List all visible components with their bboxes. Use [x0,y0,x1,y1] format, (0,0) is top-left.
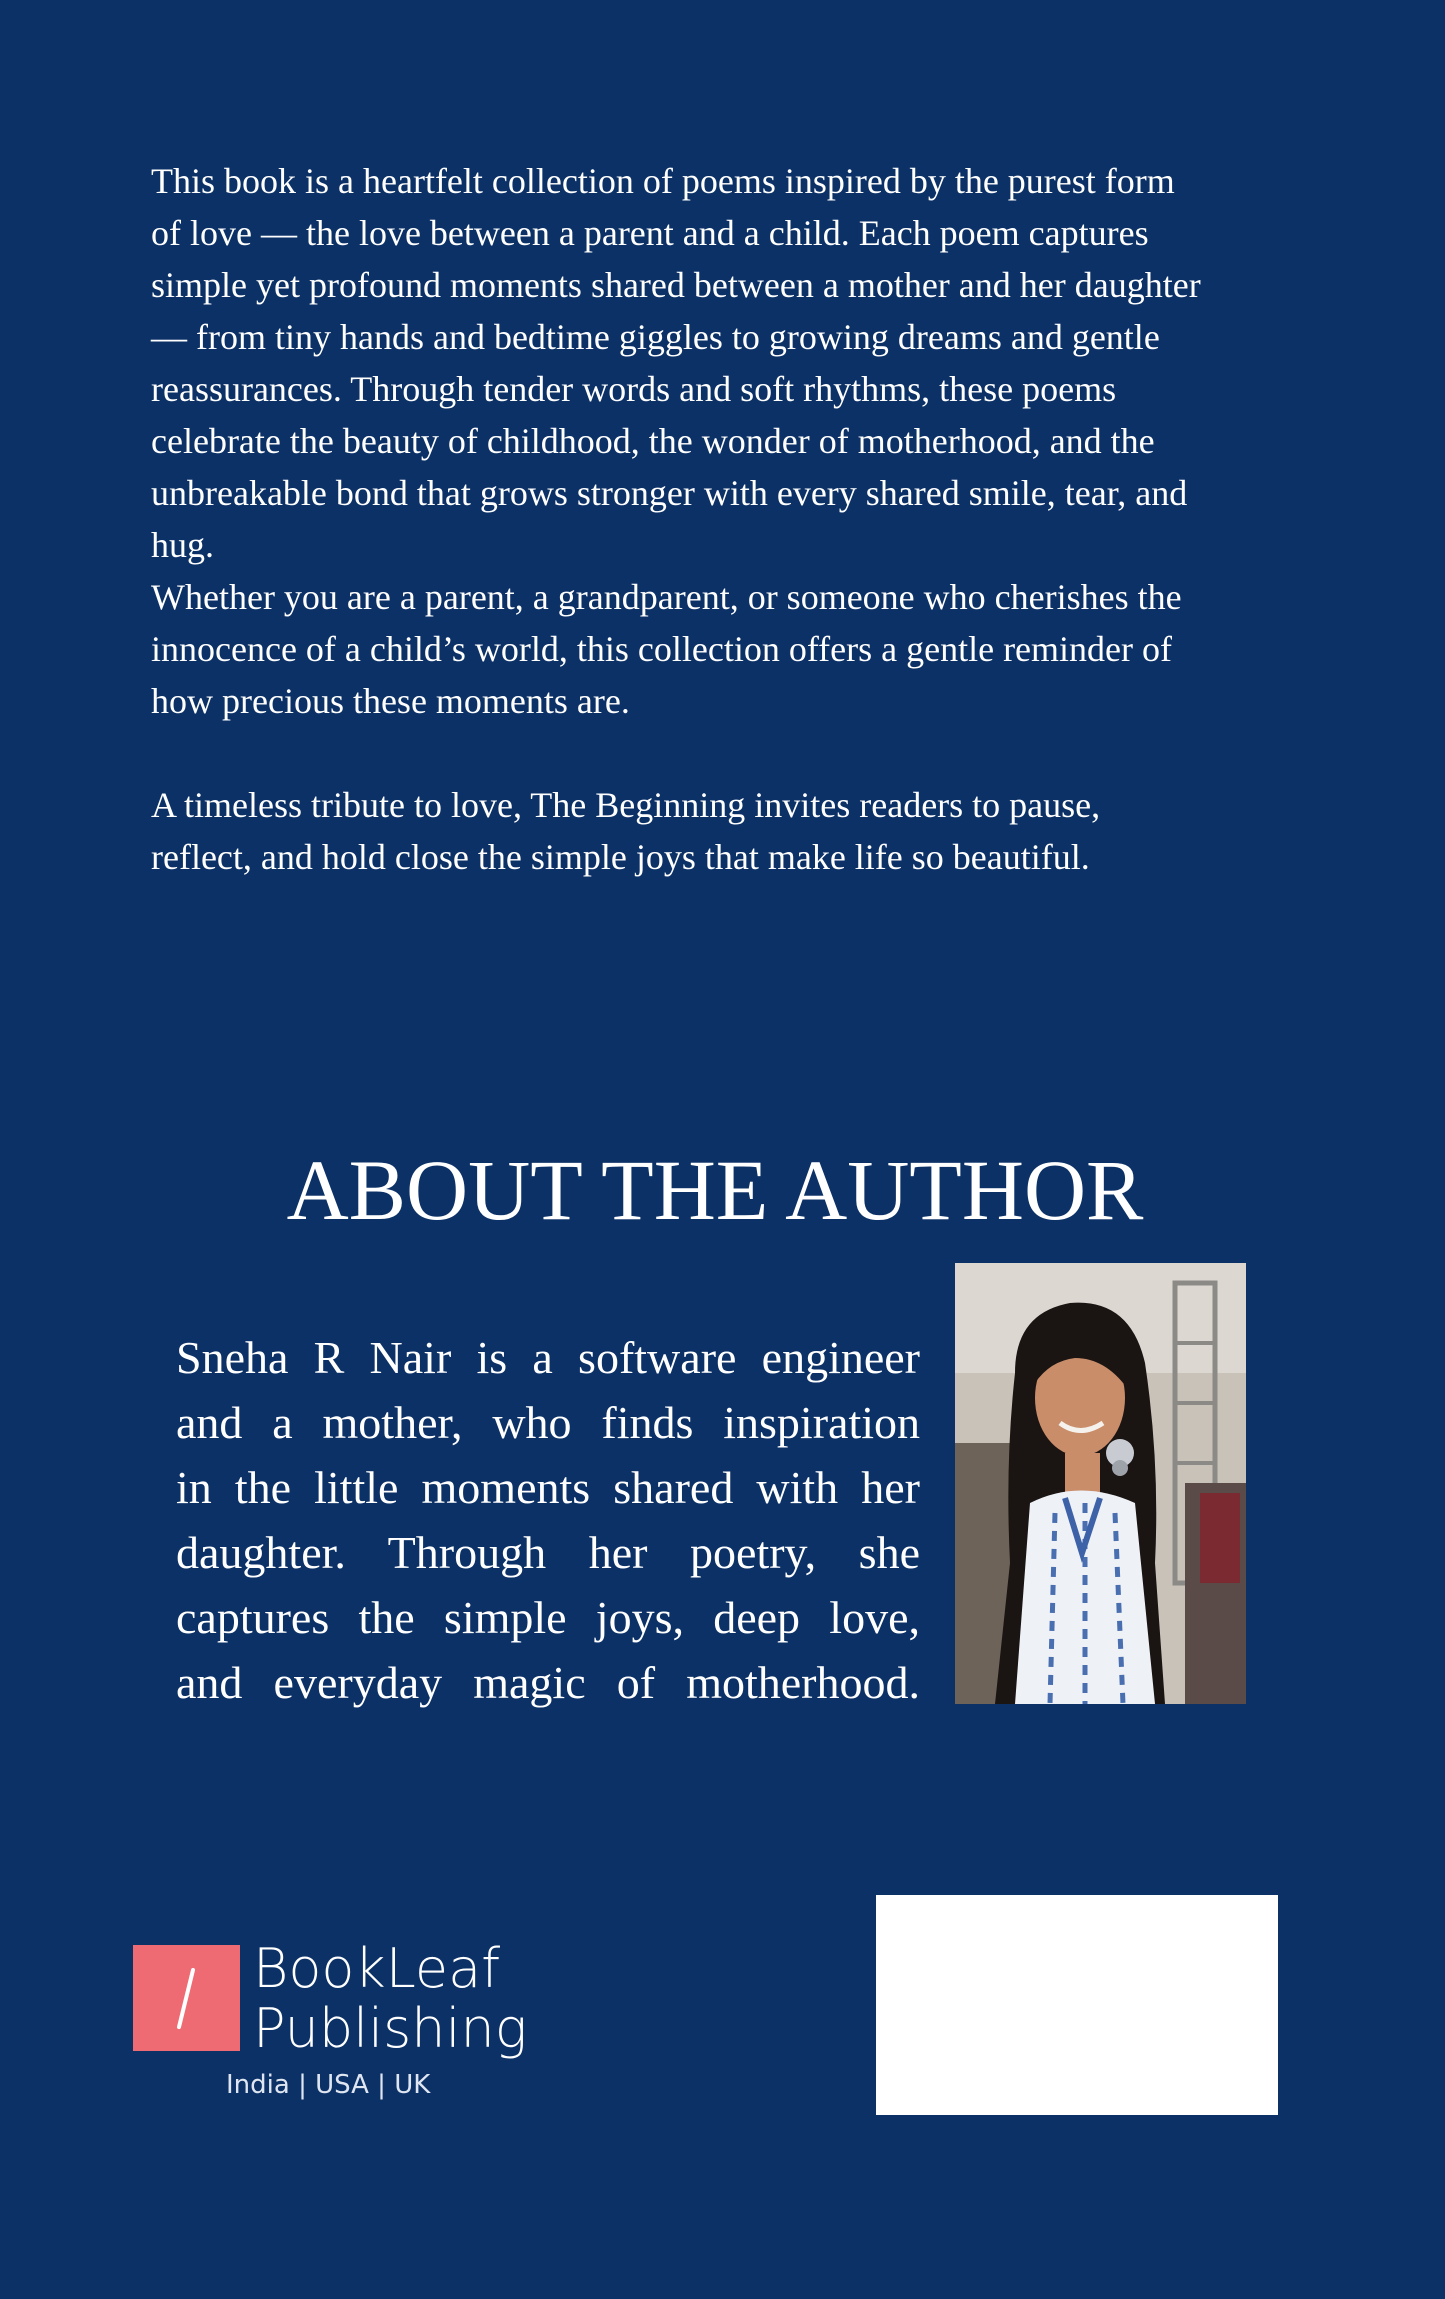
paragraph-spacer [151,727,1331,779]
description-line: This book is a heartfelt collection of poems inspired by the purest form [151,161,1175,201]
author-bio [176,1325,920,1715]
bio-line: captures the simple joys, deep love, [176,1592,920,1643]
closing-line: A timeless tribute to love, The Beginning invites readers to pause, [151,785,1101,825]
book-description [151,155,1331,883]
closing-line: reflect, and hold close the simple joys that make life so beautiful. [151,837,1090,877]
author-photo [955,1263,1246,1704]
barcode-placeholder [876,1895,1278,2115]
description-line: simple yet profound moments shared between a mother and her daughter [151,265,1201,305]
publisher-name-line1: BookLeaf [253,1937,501,2000]
bio-line: and a mother, who finds inspiration [176,1397,920,1448]
description-line: hug. [151,525,214,565]
description-line: unbreakable bond that grows stronger with every shared smile, tear, and [151,473,1188,513]
about-author-heading: ABOUT THE AUTHOR [286,1142,1144,1238]
description-line: how precious these moments are. [151,681,630,721]
description-line: — from tiny hands and bedtime giggles to growing dreams and gentle [151,317,1160,357]
author-portrait-image [955,1263,1246,1704]
publisher-name [253,1939,527,2059]
description-line: celebrate the beauty of childhood, the wonder of motherhood, and the [151,421,1155,461]
description-line: of love — the love between a parent and a child. Each poem captures [151,213,1149,253]
description-line: reassurances. Through tender words and soft rhythms, these poems [151,369,1117,409]
slash-logo-icon [133,1945,240,2051]
publisher-name-line2: Publishing [253,1997,528,2060]
description-line: Whether you are a parent, a grandparent, or someone who cherishes the [151,577,1182,617]
publisher-logo [133,1937,533,2105]
bio-line: and everyday magic of motherhood. [176,1657,920,1708]
bio-line: Sneha R Nair is a software engineer [176,1332,920,1383]
bio-line: daughter. Through her poetry, she [176,1527,920,1578]
bio-line: in the little moments shared with her [176,1462,920,1513]
description-line: innocence of a child’s world, this collection offers a gentle reminder of [151,629,1172,669]
publisher-regions: India | USA | UK [226,2070,431,2100]
